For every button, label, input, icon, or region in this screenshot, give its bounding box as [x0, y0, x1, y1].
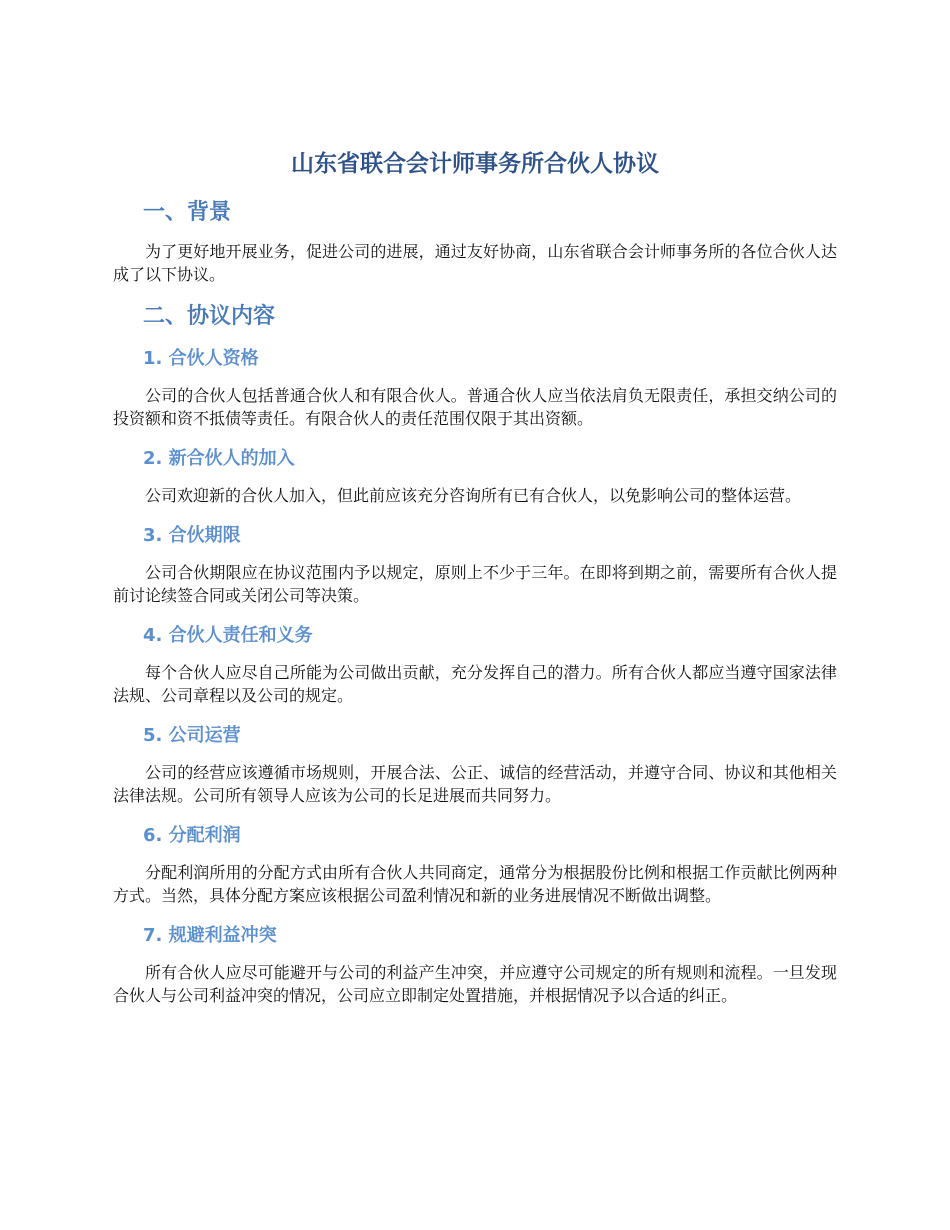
- section-agreement-content: [113, 300, 837, 1007]
- subsection-heading: 7. 规避利益冲突: [143, 925, 277, 946]
- subsection-paragraph: 每个合伙人应尽自己所能为公司做出贡献，充分发挥自己的潜力。所有合伙人都应当遵守国家法律法规、公司章程以及公司的规定。: [113, 663, 837, 705]
- subsection-conflict-avoidance: [113, 921, 837, 1007]
- subsection-paragraph: 公司的经营应该遵循市场规则，开展合法、公正、诚信的经营活动，并遵守合同、协议和其他相关法律法规。公司所有领导人应该为公司的长足进展而共同努力。: [113, 763, 837, 805]
- document-content: [113, 144, 837, 1021]
- document-title: 山东省联合会计师事务所合伙人协议: [291, 151, 659, 177]
- subsection-partnership-term: [113, 521, 837, 607]
- section-heading-background: 一、背景: [143, 200, 232, 225]
- section-paragraph-background: 为了更好地开展业务，促进公司的进展，通过友好协商，山东省联合会计师事务所的各位合伙人达成了以下协议。: [113, 242, 837, 284]
- subsection-heading: 3. 合伙期限: [143, 525, 241, 546]
- subsection-heading: 4. 合伙人责任和义务: [143, 625, 313, 646]
- subsection-new-partner: [113, 444, 837, 507]
- subsection-paragraph: 分配利润所用的分配方式由所有合伙人共同商定，通常分为根据股份比例和根据工作贡献比例两种方式。当然，具体分配方案应该根据公司盈利情况和新的业务进展情况不断做出调整。: [113, 863, 837, 905]
- subsection-operations: [113, 721, 837, 807]
- subsection-partner-qualification: [113, 344, 837, 430]
- subsection-heading: 2. 新合伙人的加入: [143, 448, 295, 469]
- subsection-profit-distribution: [113, 821, 837, 907]
- subsection-paragraph: 所有合伙人应尽可能避开与公司的利益产生冲突，并应遵守公司规定的所有规则和流程。一旦发现合伙人与公司利益冲突的情况，公司应立即制定处置措施，并根据情况予以合适的纠正。: [113, 963, 837, 1005]
- subsection-paragraph: 公司欢迎新的合伙人加入，但此前应该充分咨询所有已有合伙人，以免影响公司的整体运营。: [145, 486, 802, 505]
- section-heading-agreement-content: 二、协议内容: [143, 304, 276, 329]
- subsection-paragraph: 公司的合伙人包括普通合伙人和有限合伙人。普通合伙人应当依法肩负无限责任，承担交纳公司的投资额和资不抵债等责任。有限合伙人的责任范围仅限于其出资额。: [113, 386, 837, 428]
- subsection-heading: 1. 合伙人资格: [143, 348, 259, 369]
- subsection-responsibilities: [113, 621, 837, 707]
- section-background: [113, 196, 837, 286]
- subsection-paragraph: 公司合伙期限应在协议范围内予以规定，原则上不少于三年。在即将到期之前，需要所有合伙人提前讨论续签合同或关闭公司等决策。: [113, 563, 837, 605]
- subsection-heading: 5. 公司运营: [143, 725, 241, 746]
- subsection-heading: 6. 分配利润: [143, 825, 241, 846]
